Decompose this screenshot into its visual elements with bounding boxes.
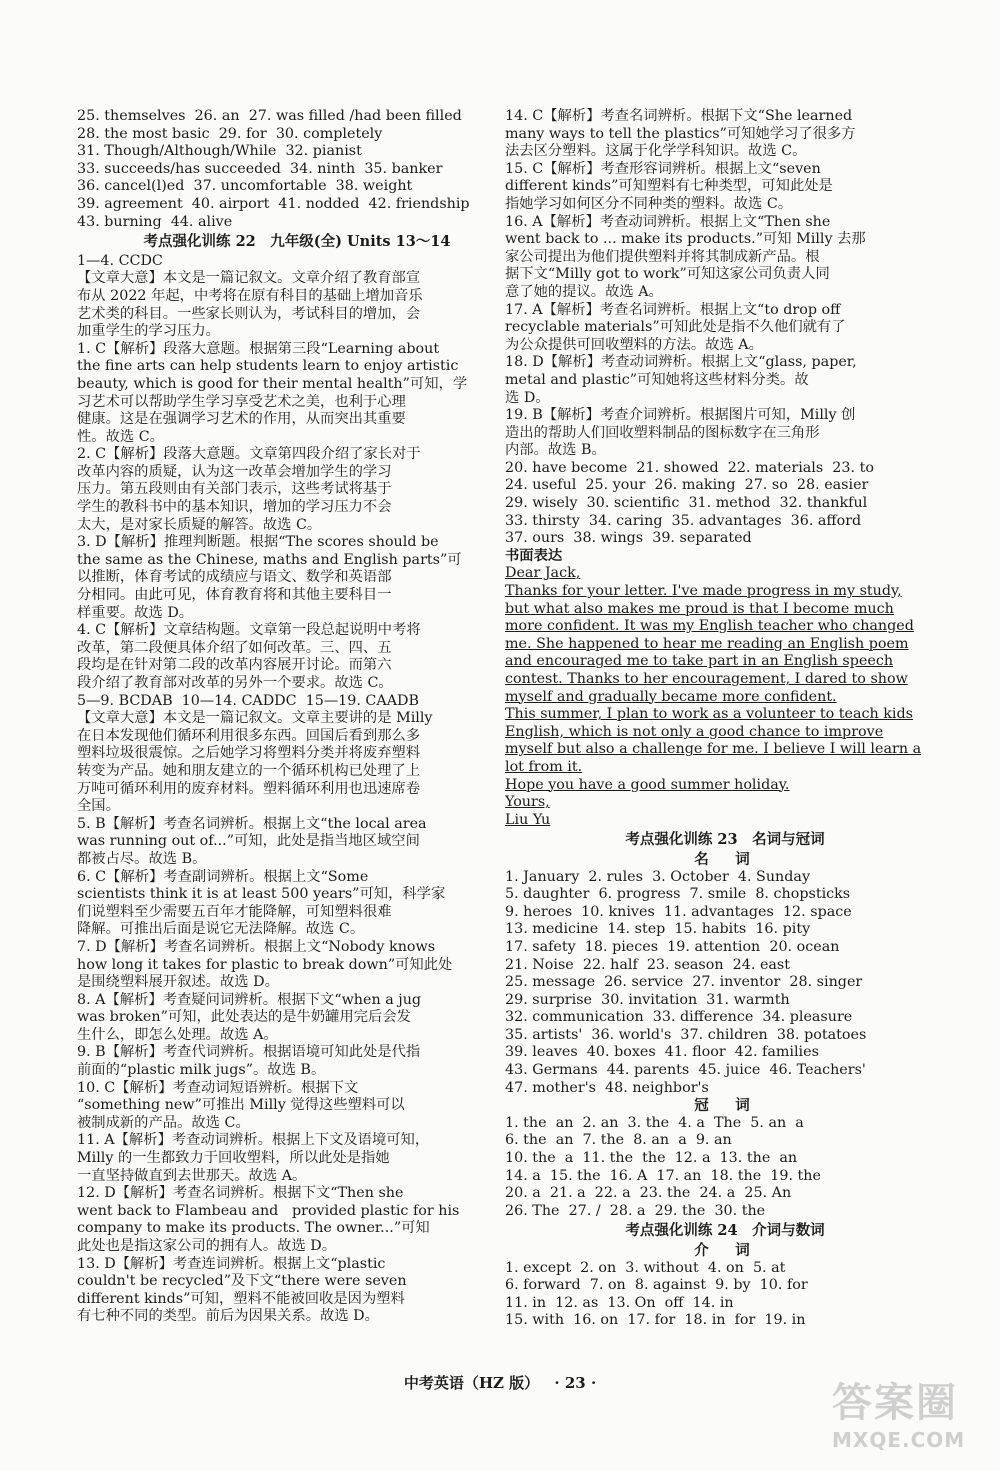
text-line: “something new”可推出 Milly 觉得这些塑料可以 (77, 1097, 405, 1114)
text-line: 14. C【解析】考查名词辨析。根据下文“She learned (505, 108, 853, 124)
text-line: Liu Yu (505, 811, 551, 828)
text-line: Thanks for your letter. I've made progress in my study, (505, 583, 902, 600)
subsection-title: 冠 词 (694, 1097, 756, 1115)
text-line: 14. a 15. the 16. A 17. an 18. the 19. the (505, 1167, 821, 1184)
text-line: 1. C【解析】段落大意题。根据第三段“Learning about (77, 340, 440, 357)
text-line: 降解。可推出后面是说它无法降解。故选 C。 (77, 921, 365, 938)
text-line: 3. D【解析】推理判断题。根据“The scores should be (77, 534, 439, 551)
text-line: 35. artists' 36. world's 37. children 38. potatoes (505, 1026, 867, 1043)
text-line: contest. Thanks to her encouragement, I dared to show (505, 671, 908, 687)
text-line: 加重学生的学习压力。 (77, 323, 220, 340)
text-line: 13. medicine 14. step 15. habits 16. pity (505, 921, 811, 938)
text-line: Dear Jack, (505, 565, 581, 582)
text-line: different kinds”可知塑料有七种类型，可知此处是 (505, 178, 833, 195)
text-line: This summer, I plan to work as a volunteer to teach kids (505, 706, 913, 723)
text-line: 1. the an 2. an 3. the 4. a The 5. an a (505, 1114, 804, 1131)
text-line: Milly 的一生都致力于回收塑料，所以此处是指她 (77, 1150, 390, 1167)
text-line: recyclable materials”可知此处是指不久他们就有了 (505, 319, 846, 336)
text-line: went back to ... make its products.”可知 Milly 去那 (505, 231, 866, 248)
text-line: 33. succeeds/has succeeded 34. ninth 35. banker (77, 160, 443, 177)
watermark-small: MXQE.COM (832, 1428, 966, 1452)
text-line: 生什么，即怎么处理。故选 A。 (77, 1026, 278, 1043)
text-line: 29. wisely 30. scientific 31. method 32. thankful (505, 495, 868, 512)
text-line: 健康。这是在强调学习艺术的作用，从而突出其重要 (77, 411, 406, 428)
text-line: 10. C【解析】考查动词短语辨析。根据下文 (77, 1079, 359, 1096)
text-line: went back to Flambeau and provided plastic for his (77, 1202, 460, 1219)
text-line: 转变为产品。她和朋友建立的一个循环机构已处理了上 (77, 762, 421, 779)
text-line: 11. in 12. as 13. On off 14. in (505, 1294, 734, 1311)
text-line: 样重要。故选 D。 (77, 604, 194, 621)
left-column (77, 108, 517, 1326)
text-line: 6. C【解析】考查副词辨析。根据上文“Some (77, 868, 369, 885)
watermark-logo (832, 1371, 972, 1453)
text-line: 33. thirsty 34. caring 35. advantages 36. afford (505, 512, 862, 529)
text-line: 9. heroes 10. knives 11. advantages 12. space (505, 903, 852, 920)
watermark-big: 答案圈 (832, 1380, 958, 1426)
text-line: 21. Noise 22. half 23. season 24. east (505, 956, 791, 973)
text-line: many ways to tell the plastics”可知她学习了很多方 (505, 125, 856, 142)
text-line: metal and plastic”可知她将这些材料分类。故 (505, 371, 809, 388)
text-line: 被制成新的产品。故选 C。 (77, 1114, 250, 1131)
text-line: 改革内容的质疑，认为这一改革会增加学生的学习 (77, 463, 392, 480)
text-line: 意了她的提议。故选 A。 (505, 283, 663, 300)
text-line: 习艺术可以帮助学生学习享受艺术之美，也利于心理 (77, 393, 406, 410)
text-line: 39. leaves 40. boxes 41. floor 42. families (505, 1044, 819, 1061)
text-line: 家公司提出为他们提供塑料并将其制成新产品。根 (505, 248, 820, 265)
text-line: more confident. It was my English teacher who changed (505, 618, 914, 635)
text-line: 太大，是对家长质疑的解答。故选 C。 (77, 516, 322, 533)
text-line: English, which is not only a good chance to improve (505, 723, 884, 740)
text-line: 分相同。由此可见，体育教育将和其他主要科目一 (77, 587, 392, 604)
text-line: beauty, which is good for their mental health”可知，学 (77, 375, 468, 392)
text-line: 25. message 26. service 27. inventor 28. singer (505, 974, 863, 991)
text-line: 11. A【解析】考查动词辨析。根据上下文及语境可知， (77, 1132, 430, 1149)
text-line: 压力。第五段则由有关部门表示，这些考试将基于 (77, 481, 392, 498)
text-line: 15. with 16. on 17. for 18. in for 19. in (505, 1312, 806, 1329)
text-line: 5—9. BCDAB 10—14. CADDC 15—19. CAADB (77, 692, 419, 709)
text-line: 9. B【解析】考查代词辨析。根据语境可知此处是代指 (77, 1044, 421, 1061)
text-line: but what also makes me proud is that I become much (505, 600, 894, 617)
text-line: 改革，第二段便具体介绍了如何改革。三、四、五 (77, 639, 392, 656)
text-line: 以推断，体育考试的成绩应与语文、数学和英语部 (77, 569, 392, 586)
text-line: 10. the a 11. the the 12. a 13. the an (505, 1150, 798, 1167)
text-line: scientists think it is at least 500 years”可知，科学家 (77, 886, 446, 903)
text-line: 【文章大意】本文是一篇记叙文。文章主要讲的是 Milly (77, 710, 433, 727)
text-line: 造出的帮助人们回收塑料制品的图标数字在三角形 (505, 424, 820, 441)
text-line: 为公众提供可回收塑料的方法。故选 A。 (505, 336, 763, 353)
text-line: 2. C【解析】段落大意题。文章第四段介绍了家长对于 (77, 446, 421, 463)
text-line: 前面的“plastic milk jugs”。故选 B。 (77, 1062, 326, 1079)
text-line: and encouraged me to take part in an English speech (505, 653, 894, 670)
text-line: 25. themselves 26. an 27. was filled /had been filled (77, 108, 462, 124)
text-line: 据下文“Milly got to work”可知这家公司负责人同 (505, 266, 830, 283)
text-line: 32. communication 33. difference 34. pleasure (505, 1009, 853, 1026)
text-line: 法去区分塑料。这属于化学学科知识。故选 C。 (505, 143, 807, 160)
text-line: 4. C【解析】文章结构题。文章第一段总起说明中考将 (77, 622, 421, 639)
text-line: 29. surprise 30. invitation 31. warmth (505, 991, 790, 1008)
text-line: 有七种不同的类型。前后为因果关系。故选 D。 (77, 1308, 379, 1325)
text-line: 段均是在针对第二段的改革内容展开讨论。而第六 (77, 657, 392, 674)
text-line: 47. mother's 48. neighbor's (505, 1079, 709, 1096)
text-line: company to make its products. The owner...”可知 (77, 1220, 430, 1237)
text-line: 1. January 2. rules 3. October 4. Sunday (505, 868, 811, 885)
text-line: 布从 2022 年起，中考将在原有科目的基础上增加音乐 (77, 287, 423, 304)
text-line: 19. B【解析】考查介词辨析。根据图片可知，Milly 创 (505, 407, 856, 424)
footer-title: 中考英语（HZ 版） (403, 1374, 540, 1392)
text-line: 全国。 (77, 798, 120, 815)
text-line: 18. D【解析】考查动词辨析。根据上文“glass, paper, (505, 354, 857, 371)
text-line: 内部。故选 B。 (505, 442, 606, 459)
text-line: was running out of...”可知，此处是指当地区域空间 (77, 833, 420, 850)
text-line: 39. agreement 40. airport 41. nodded 42. friendship (77, 195, 470, 212)
text-line: 选 D。 (505, 389, 550, 406)
section-title: 考点强化训练 24 介词与数词 (625, 1222, 825, 1240)
text-line: 们说塑料至少需要五百年才能降解，可知塑料很难 (77, 903, 392, 920)
text-line: 1. except 2. on 3. without 4. on 5. at (505, 1259, 786, 1276)
text-line: 性。故选 C。 (77, 428, 164, 445)
text-line: different kinds”可知，塑料不能被回收是因为塑料 (77, 1290, 405, 1307)
text-line: 43. burning 44. alive (77, 213, 233, 230)
section-title: 考点强化训练 23 名词与冠词 (625, 831, 825, 849)
text-line: 此处也是指这家公司的拥有人。故选 D。 (77, 1238, 337, 1254)
page-number: · 23 · (554, 1374, 597, 1392)
text-line: 16. A【解析】考查动词辨析。根据上文“Then she (505, 213, 831, 230)
section-title: 考点强化训练 22 九年级(全) Units 13～14 (143, 233, 451, 251)
text-line: 都被占尽。故选 B。 (77, 850, 207, 867)
text-line: 43. Germans 44. parents 45. juice 46. Teachers' (505, 1062, 866, 1079)
subsection-title: 名 词 (694, 850, 756, 868)
text-line: the fine arts can help students learn to enjoy artistic (77, 358, 459, 375)
text-line: 12. D【解析】考查名词辨析。根据下文“Then she (77, 1185, 404, 1202)
text-line: 段介绍了教育部对改革的另外一个要求。故选 C。 (77, 675, 393, 691)
text-line: how long it takes for plastic to break down”可知此处 (77, 956, 453, 973)
subsection-title: 介 词 (694, 1242, 756, 1259)
text-line: 塑料垃圾很震惊。之后她学习将塑料分类并将废弃塑料 (77, 745, 421, 762)
text-line: Hope you have a good summer holiday. (505, 776, 790, 793)
right-column (505, 108, 945, 1330)
text-line: 31. Though/Although/While 32. pianist (77, 143, 362, 160)
text-line: 万吨可循环利用的废弃材料。塑料循环利用也迅速席卷 (77, 780, 421, 797)
text-line: 5. B【解析】考查名词辨析。根据上文“the local area (77, 815, 427, 832)
text-line: 是围绕塑料展开叙述。故选 D。 (77, 974, 279, 991)
text-line: 24. useful 25. your 26. making 27. so 28. easier (505, 477, 869, 494)
text-line: 5. daughter 6. progress 7. smile 8. chopsticks (505, 886, 851, 903)
text-line: 学生的教科书中的基本知识，增加的学习压力不会 (77, 499, 392, 516)
text-line: 【文章大意】本文是一篇记叙文。文章介绍了教育部宣 (77, 270, 421, 287)
text-line: 一直坚持做直到去世那天。故选 A。 (77, 1167, 307, 1184)
text-line: myself and gradually became more confident. (505, 688, 837, 705)
text-line: me. She happened to hear me reading an English poem (505, 635, 909, 652)
text-line: 15. C【解析】考查形容词辨析。根据上文“seven (505, 160, 821, 177)
text-line: 艺术类的科目。一些家长则认为，考试科目的增加，会 (77, 305, 421, 322)
text-line: lot from it. (505, 758, 583, 775)
text-line: was broken”可知，此处表达的是牛奶罐用完后会发 (77, 1009, 411, 1026)
text-line: 26. The 27. / 28. a 29. the 30. the (505, 1202, 766, 1219)
text-line: 13. D【解析】考查连词辨析。根据上文“plastic (77, 1255, 386, 1272)
text-line: the same as the Chinese, maths and English parts”可 (77, 551, 462, 568)
text-line: 17. A【解析】考查名词辨析。根据上文“to drop off (505, 301, 841, 318)
text-line: 20. a 21. a 22. a 23. the 24. a 25. An (505, 1185, 792, 1202)
text-line: 书面表达 (505, 547, 563, 564)
text-line: 36. cancel(l)ed 37. uncomfortable 38. weight (77, 178, 413, 195)
text-line: 6. the an 7. the 8. an a 9. an (505, 1132, 732, 1149)
text-line: 1—4. CCDC (77, 252, 163, 269)
text-line: 在日本发现他们循环利用很多东西。回国后看到那么多 (77, 727, 421, 744)
text-line: couldn't be recycled”及下文“there were seven (77, 1273, 407, 1290)
text-line: 8. A【解析】考查疑问词辨析。根据下文“when a jug (77, 991, 422, 1008)
text-line: 6. forward 7. on 8. against 9. by 10. for (505, 1277, 808, 1294)
text-line: 17. safety 18. pieces 19. attention 20. ocean (505, 938, 840, 955)
text-line: myself but also a challenge for me. I believe I will learn a (505, 741, 922, 758)
text-line: Yours, (505, 794, 550, 811)
text-line: 37. ours 38. wings 39. separated (505, 530, 752, 547)
text-line: 7. D【解析】考查名词辨析。根据上文“Nobody knows (77, 938, 436, 955)
text-line: 指她学习如何区分不同种类的塑料。故选 C。 (505, 195, 793, 212)
text-line: 28. the most basic 29. for 30. completely (77, 125, 383, 142)
text-line: 20. have become 21. showed 22. materials 23. to (505, 459, 874, 476)
